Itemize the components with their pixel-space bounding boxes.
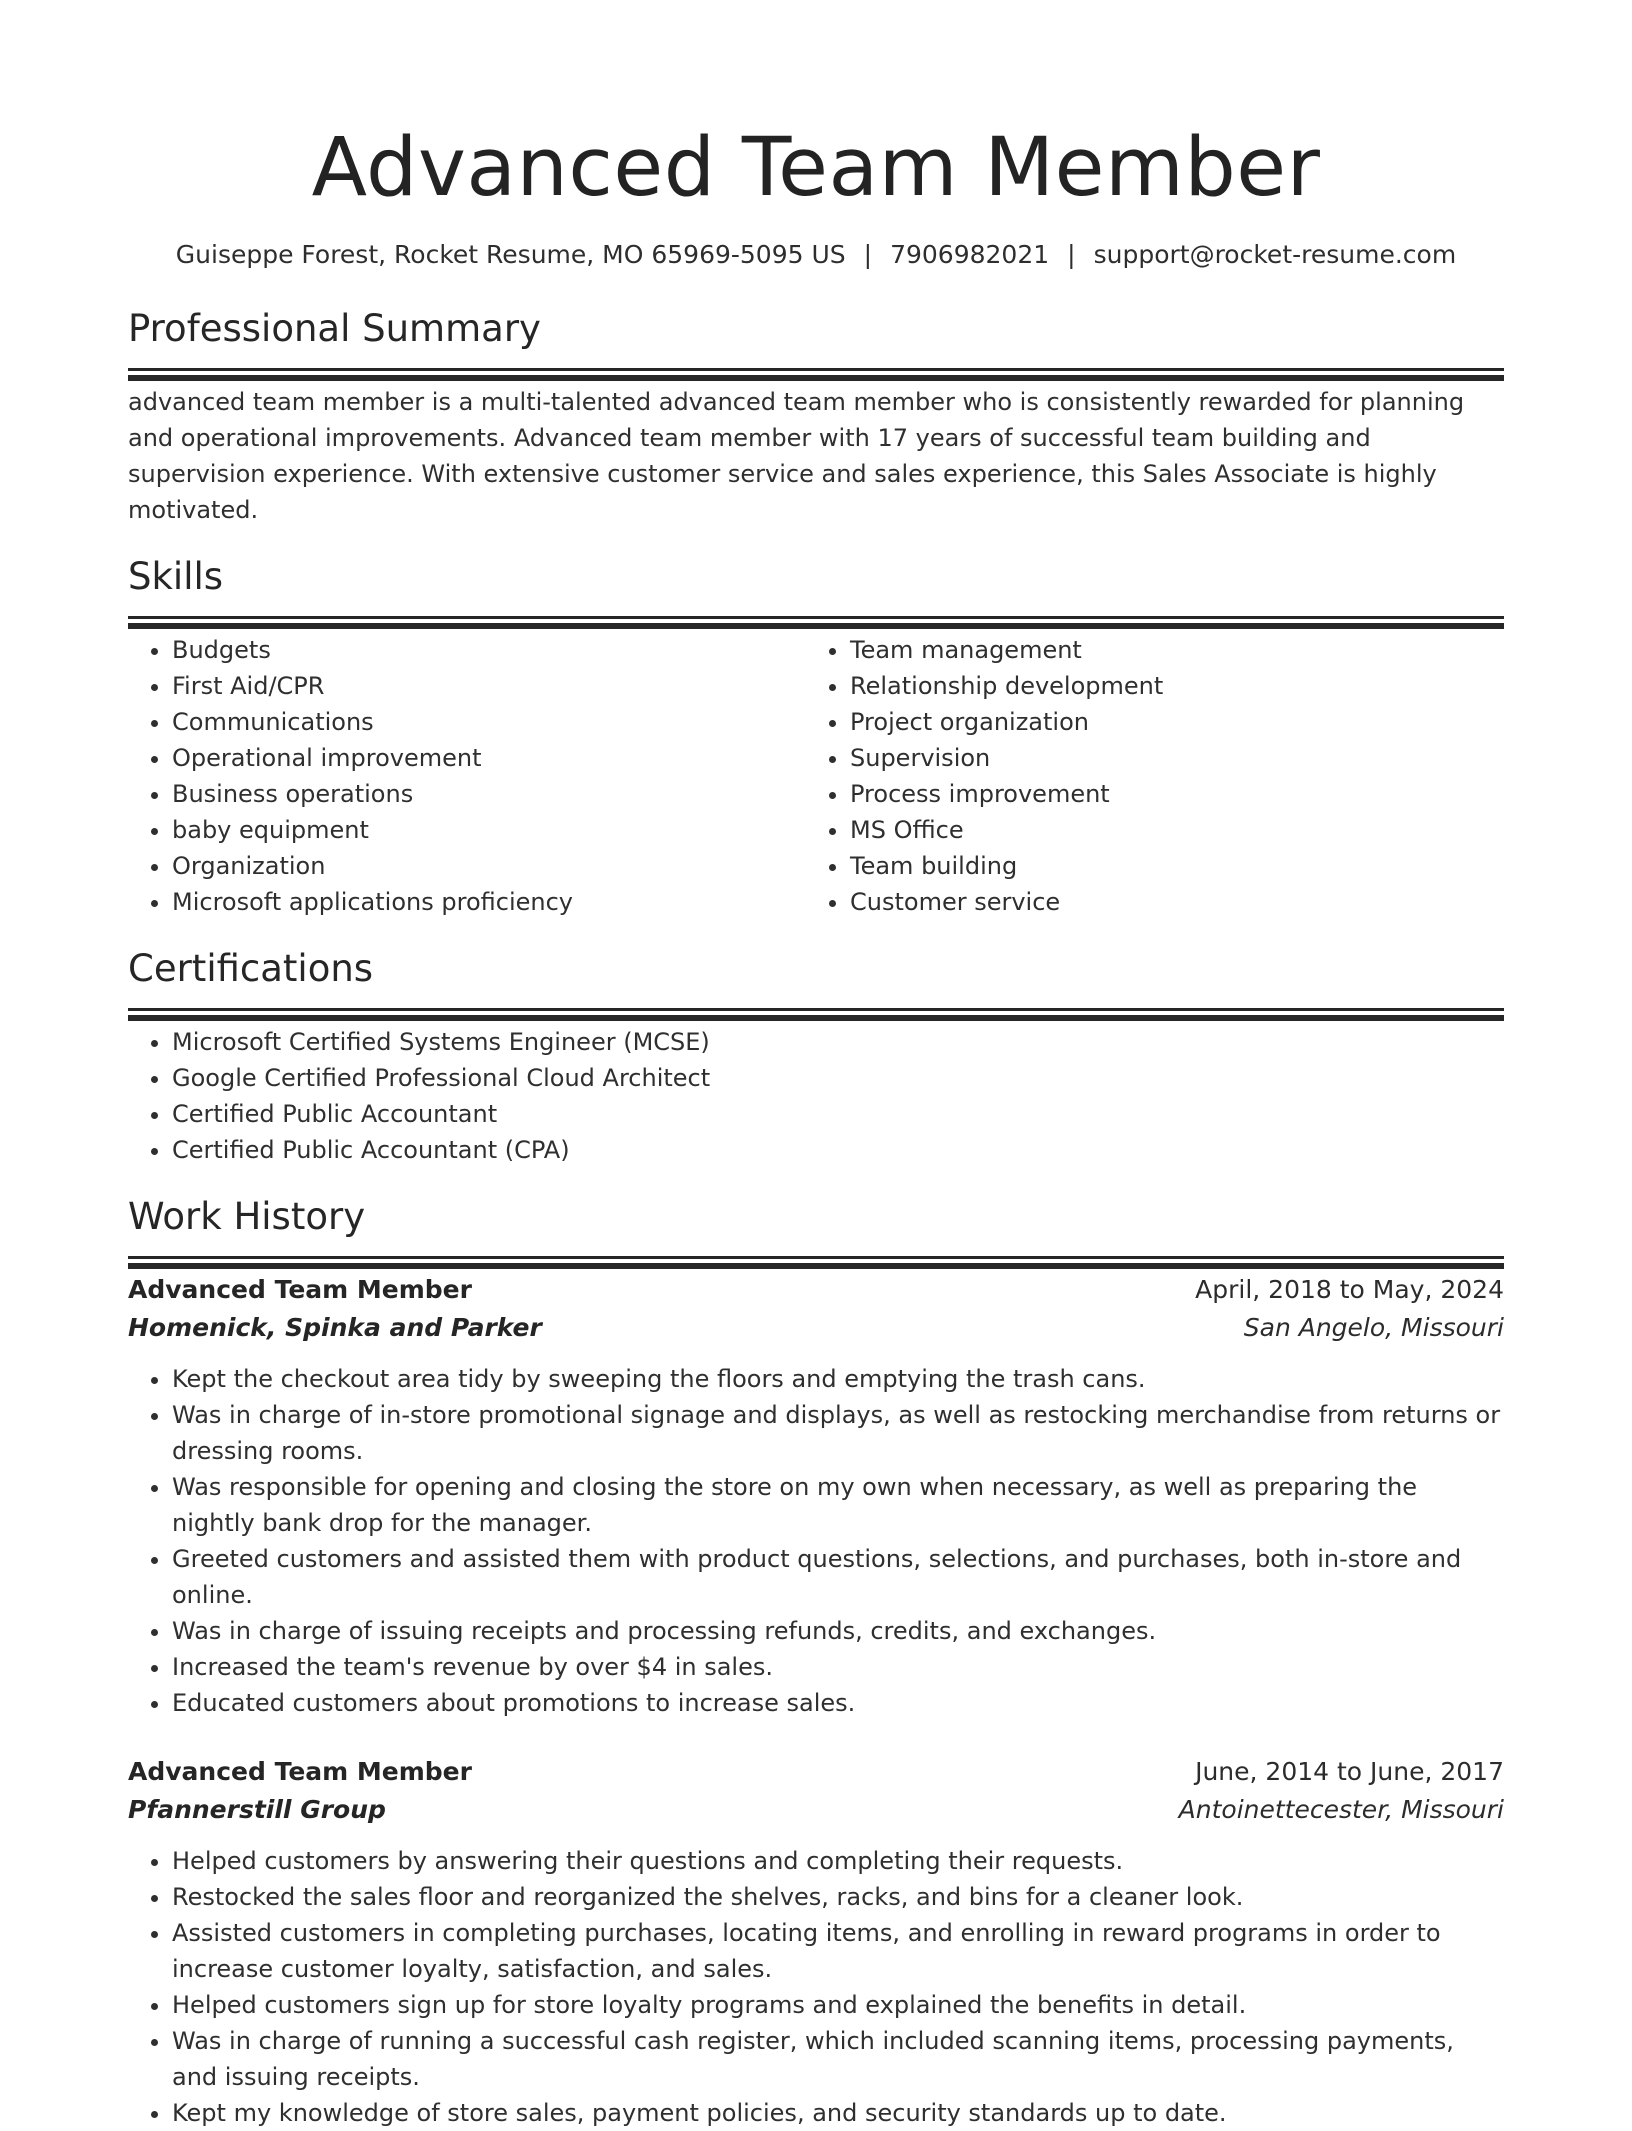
certifications-list [128,1024,1504,1168]
job-title: Advanced Team Member [128,1757,472,1786]
section-divider [128,1256,1504,1259]
job-bullet: • Increased the team's revenue by over $4 in sales. [172,1649,1504,1685]
job-bullet: • Restocked the sales floor and reorganized the shelves, racks, and bins for a cleaner look. [172,1879,1504,1915]
work-history-heading: Work History [128,1195,366,1238]
section-divider [128,368,1504,371]
skill-item: • MS Office [850,812,1484,848]
job-bullet: • Assisted customers in completing purchases, locating items, and enrolling in reward programs in order to increase customer loyalty, satisfaction, and sales. [172,1915,1504,1987]
certification-item: • Google Certified Professional Cloud Architect [172,1060,1504,1096]
job-company: Pfannerstill Group [128,1795,386,1824]
skill-item: • Project organization [850,704,1484,740]
job-bullet: • Was responsible for opening and closing the store on my own when necessary, as well as preparing the nightly bank drop for the manager. [172,1469,1504,1541]
job-bullet: • Greeted customers and assisted them with product questions, selections, and purchases, both in-store and online. [172,1541,1504,1613]
job-bullet: • Was in charge of in-store promotional signage and displays, as well as restocking merchandise from returns or dressing rooms. [172,1397,1504,1469]
job-dates: June, 2014 to June, 2017 [1195,1757,1504,1786]
job-bullets [128,1843,1504,2131]
skill-item: • Budgets [172,632,806,668]
contact-line [128,238,1504,272]
contact-phone: 7906982021 [890,240,1050,269]
job-bullet: • Helped customers sign up for store loyalty programs and explained the benefits in detail. [172,1987,1504,2023]
certification-item: • Certified Public Accountant (CPA) [172,1132,1504,1168]
job-entry [128,1271,1504,1721]
skill-item: • First Aid/CPR [172,668,806,704]
job-dates: April, 2018 to May, 2024 [1195,1275,1504,1304]
job-location: Antoinettecester, Missouri [1178,1795,1504,1824]
job-entry [128,1753,1504,2131]
section-divider [128,616,1504,619]
contact-separator: | [863,240,873,269]
skill-item: • Organization [172,848,806,884]
contact-email[interactable]: support@rocket-resume.com [1093,240,1457,269]
skill-item: • Relationship development [850,668,1484,704]
skill-item: • baby equipment [172,812,806,848]
skills-section [128,554,1504,920]
contact-address: Guiseppe Forest, Rocket Resume, MO 65969-5095 US [175,240,846,269]
certification-item: • Microsoft Certified Systems Engineer (MCSE) [172,1024,1504,1060]
certifications-section [128,946,1504,1168]
skills-list-right [806,632,1484,920]
job-location: San Angelo, Missouri [1243,1313,1504,1342]
job-bullet: • Educated customers about promotions to increase sales. [172,1685,1504,1721]
job-bullet: • Kept my knowledge of store sales, payment policies, and security standards up to date. [172,2095,1504,2131]
skills-grid [128,632,1504,920]
skill-item: • Process improvement [850,776,1484,812]
skill-item: • Microsoft applications proficiency [172,884,806,920]
skill-item: • Customer service [850,884,1484,920]
section-divider [128,1008,1504,1011]
skill-item: • Communications [172,704,806,740]
certifications-heading: Certifications [128,947,374,990]
job-bullet: • Was in charge of running a successful cash register, which included scanning items, processing payments, and issuing receipts. [172,2023,1504,2095]
job-company: Homenick, Spinka and Parker [128,1313,542,1342]
summary-text: advanced team member is a multi-talented advanced team member who is consistently rewarded for planning and operational improvements. Advanced team member with 17 years of successful team building and supervision experience. With extensive customer service and sales experience, this Sales Associate is highly motivated. [128,388,1465,524]
summary-heading: Professional Summary [128,307,541,350]
contact-separator: | [1067,240,1076,269]
skills-list-left [128,632,806,920]
job-bullet: • Helped customers by answering their questions and completing their requests. [172,1843,1504,1879]
skill-item: • Team building [850,848,1484,884]
job-bullet: • Kept the checkout area tidy by sweeping the floors and emptying the trash cans. [172,1361,1504,1397]
job-bullet: • Was in charge of issuing receipts and processing refunds, credits, and exchanges. [172,1613,1504,1649]
skill-item: • Operational improvement [172,740,806,776]
certification-item: • Certified Public Accountant [172,1096,1504,1132]
work-history-section [128,1194,1504,2131]
skill-item: • Supervision [850,740,1484,776]
skill-item: • Business operations [172,776,806,812]
skills-heading: Skills [128,555,224,598]
skill-item: • Team management [850,632,1484,668]
summary-section [128,306,1504,528]
job-bullets [128,1361,1504,1721]
job-title: Advanced Team Member [128,1275,472,1304]
resume-page [128,0,1504,2131]
resume-title: Advanced Team Member [311,121,1321,215]
